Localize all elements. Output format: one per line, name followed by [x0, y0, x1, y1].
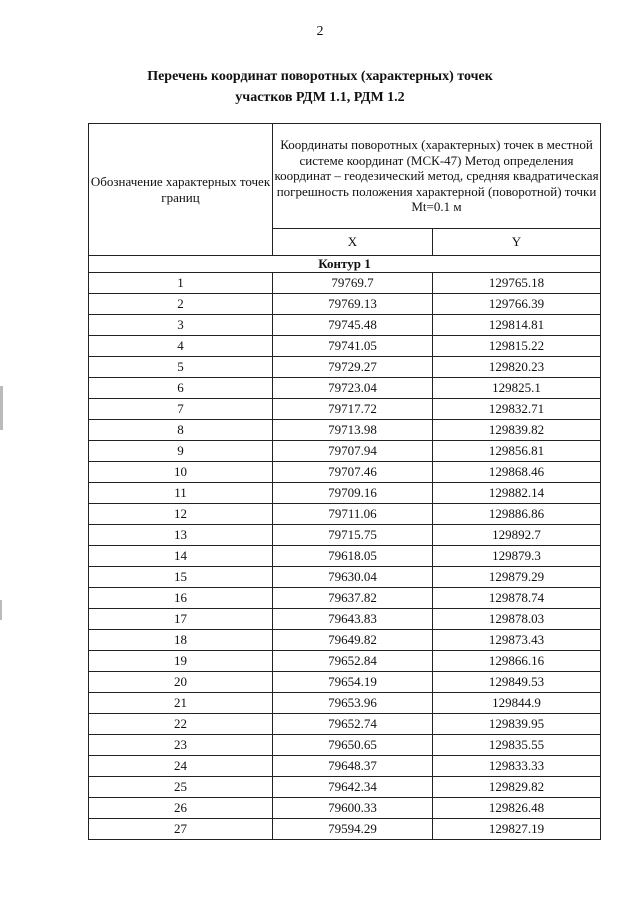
x-coordinate-cell: 79654.19: [273, 672, 433, 693]
point-number-cell: 1: [89, 273, 273, 294]
x-coordinate-cell: 79715.75: [273, 525, 433, 546]
x-coordinate-cell: 79643.83: [273, 609, 433, 630]
x-coordinate-cell: 79711.06: [273, 504, 433, 525]
point-number-cell: 10: [89, 462, 273, 483]
table-row: [89, 357, 601, 378]
x-coordinate-cell: 79741.05: [273, 336, 433, 357]
y-coordinate-cell: 129882.14: [433, 483, 601, 504]
header-point-designation: Обозначение характерных точек границ: [89, 124, 273, 256]
y-coordinate-cell: 129879.3: [433, 546, 601, 567]
table-row: [89, 735, 601, 756]
y-coordinate-cell: 129829.82: [433, 777, 601, 798]
point-number-cell: 23: [89, 735, 273, 756]
y-coordinate-cell: 129833.33: [433, 756, 601, 777]
table-row: [89, 630, 601, 651]
x-coordinate-cell: 79648.37: [273, 756, 433, 777]
y-coordinate-cell: 129892.7: [433, 525, 601, 546]
y-coordinate-cell: 129766.39: [433, 294, 601, 315]
x-coordinate-cell: 79653.96: [273, 693, 433, 714]
table-row: [89, 441, 601, 462]
table-row: [89, 462, 601, 483]
point-number-cell: 3: [89, 315, 273, 336]
x-coordinate-cell: 79707.94: [273, 441, 433, 462]
table-row: [89, 777, 601, 798]
y-coordinate-cell: 129886.86: [433, 504, 601, 525]
point-number-cell: 12: [89, 504, 273, 525]
contour-row: [89, 256, 601, 273]
x-coordinate-cell: 79769.13: [273, 294, 433, 315]
point-number-cell: 13: [89, 525, 273, 546]
table-row: [89, 399, 601, 420]
y-coordinate-cell: 129879.29: [433, 567, 601, 588]
table-row: [89, 273, 601, 294]
column-header-y: Y: [433, 229, 601, 256]
x-coordinate-cell: 79650.65: [273, 735, 433, 756]
scan-artifact: [0, 600, 2, 620]
table-row: [89, 588, 601, 609]
y-coordinate-cell: 129849.53: [433, 672, 601, 693]
document-title: [0, 66, 640, 108]
x-coordinate-cell: 79642.34: [273, 777, 433, 798]
table-row: [89, 378, 601, 399]
table-row: [89, 525, 601, 546]
y-coordinate-cell: 129814.81: [433, 315, 601, 336]
x-coordinate-cell: 79618.05: [273, 546, 433, 567]
table-row: [89, 756, 601, 777]
y-coordinate-cell: 129820.23: [433, 357, 601, 378]
point-number-cell: 24: [89, 756, 273, 777]
y-coordinate-cell: 129868.46: [433, 462, 601, 483]
contour-label: Контур 1: [89, 256, 601, 273]
point-number-cell: 11: [89, 483, 273, 504]
x-coordinate-cell: 79637.82: [273, 588, 433, 609]
x-coordinate-cell: 79717.72: [273, 399, 433, 420]
x-coordinate-cell: 79630.04: [273, 567, 433, 588]
column-header-x: X: [273, 229, 433, 256]
title-line-2: участков РДМ 1.1, РДМ 1.2: [235, 90, 405, 105]
y-coordinate-cell: 129825.1: [433, 378, 601, 399]
x-coordinate-cell: 79745.48: [273, 315, 433, 336]
table-row: [89, 693, 601, 714]
y-coordinate-cell: 129815.22: [433, 336, 601, 357]
y-coordinate-cell: 129826.48: [433, 798, 601, 819]
point-number-cell: 16: [89, 588, 273, 609]
y-coordinate-cell: 129839.82: [433, 420, 601, 441]
table-header-row: [89, 124, 601, 229]
y-coordinate-cell: 129878.74: [433, 588, 601, 609]
y-coordinate-cell: 129765.18: [433, 273, 601, 294]
table-row: [89, 504, 601, 525]
table-row: [89, 420, 601, 441]
header-coordinates-description: Координаты поворотных (характерных) точек в местной системе координат (МСК-47) Метод определения координат – геодезический метод, средняя квадратическая погрешность положения характерной (поворотной) точки Mt=0.1 м: [273, 124, 601, 229]
y-coordinate-cell: 129866.16: [433, 651, 601, 672]
table-row: [89, 714, 601, 735]
x-coordinate-cell: 79594.29: [273, 819, 433, 840]
table-row: [89, 315, 601, 336]
table-row: [89, 294, 601, 315]
point-number-cell: 26: [89, 798, 273, 819]
x-coordinate-cell: 79600.33: [273, 798, 433, 819]
x-coordinate-cell: 79707.46: [273, 462, 433, 483]
page-number: 2: [316, 24, 324, 39]
point-number-cell: 20: [89, 672, 273, 693]
scan-artifact: [0, 386, 3, 430]
y-coordinate-cell: 129832.71: [433, 399, 601, 420]
coordinates-table: [88, 123, 601, 840]
table-row: [89, 609, 601, 630]
table-row: [89, 567, 601, 588]
y-coordinate-cell: 129835.55: [433, 735, 601, 756]
point-number-cell: 9: [89, 441, 273, 462]
x-coordinate-cell: 79729.27: [273, 357, 433, 378]
point-number-cell: 5: [89, 357, 273, 378]
table-row: [89, 798, 601, 819]
y-coordinate-cell: 129839.95: [433, 714, 601, 735]
point-number-cell: 7: [89, 399, 273, 420]
x-coordinate-cell: 79769.7: [273, 273, 433, 294]
point-number-cell: 25: [89, 777, 273, 798]
point-number-cell: 22: [89, 714, 273, 735]
y-coordinate-cell: 129844.9: [433, 693, 601, 714]
table-row: [89, 819, 601, 840]
point-number-cell: 6: [89, 378, 273, 399]
y-coordinate-cell: 129827.19: [433, 819, 601, 840]
point-number-cell: 4: [89, 336, 273, 357]
x-coordinate-cell: 79652.74: [273, 714, 433, 735]
y-coordinate-cell: 129856.81: [433, 441, 601, 462]
x-coordinate-cell: 79649.82: [273, 630, 433, 651]
point-number-cell: 14: [89, 546, 273, 567]
title-line-1: Перечень координат поворотных (характерных) точек: [147, 69, 493, 84]
x-coordinate-cell: 79709.16: [273, 483, 433, 504]
y-coordinate-cell: 129873.43: [433, 630, 601, 651]
point-number-cell: 2: [89, 294, 273, 315]
point-number-cell: 17: [89, 609, 273, 630]
point-number-cell: 27: [89, 819, 273, 840]
y-coordinate-cell: 129878.03: [433, 609, 601, 630]
point-number-cell: 21: [89, 693, 273, 714]
point-number-cell: 15: [89, 567, 273, 588]
point-number-cell: 8: [89, 420, 273, 441]
x-coordinate-cell: 79723.04: [273, 378, 433, 399]
table-row: [89, 336, 601, 357]
table-row: [89, 483, 601, 504]
point-number-cell: 19: [89, 651, 273, 672]
table-row: [89, 546, 601, 567]
x-coordinate-cell: 79713.98: [273, 420, 433, 441]
table-row: [89, 672, 601, 693]
table-row: [89, 651, 601, 672]
x-coordinate-cell: 79652.84: [273, 651, 433, 672]
point-number-cell: 18: [89, 630, 273, 651]
